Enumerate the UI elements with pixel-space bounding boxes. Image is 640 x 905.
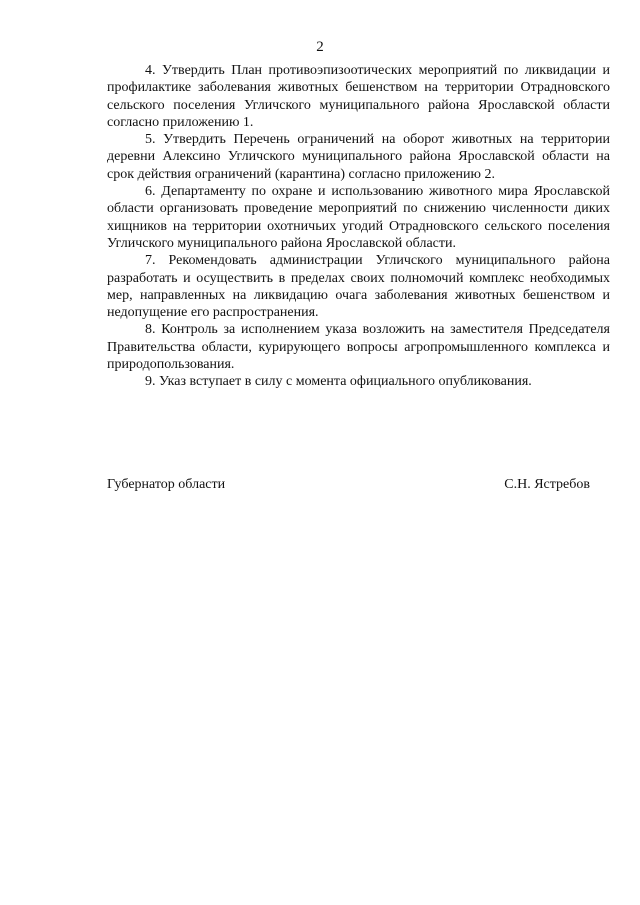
signatory-position: Губернатор области (107, 477, 226, 492)
paragraph-item-5: 5. Утвердить Перечень ограничений на оборот животных на территории деревни Алексино Угличского муниципального района Ярославской области на срок действия ограничений (карантина) согласно приложению 2. (107, 132, 610, 182)
signature-block (107, 476, 590, 494)
signatory-name: С.Н. Ястребов (504, 477, 590, 492)
paragraph-item-4: 4. Утвердить План противоэпизоотических мероприятий по ликвидации и профилактике заболевания животных бешенством на территории Отрадновского сельского поселения Угличского муниципального района Ярославской области согласно приложению 1. (107, 63, 610, 130)
paragraph-item-7: 7. Рекомендовать администрации Угличского муниципального района разработать и осуществить в пределах своих полномочий комплекс необходимых мер, направленных на ликвидацию очага заболевания животных бешенством и недопущение его распространения. (107, 253, 610, 321)
page-number: 2 (316, 39, 324, 55)
paragraph-item-9: 9. Указ вступает в силу с момента официального опубликования. (145, 374, 532, 390)
decree-body (107, 62, 610, 391)
paragraph-item-8: 8. Контроль за исполнением указа возложить на заместителя Председателя Правительства области, курирующего вопросы агропромышленного комплекса и природопользования. (107, 322, 610, 373)
paragraph-item-6: 6. Департаменту по охране и использованию животного мира Ярославской области организовать проведение мероприятий по снижению численности диких хищников на территории охотничьих угодий Отрадновского сельского поселения Угличского муниципального района Ярославской области. (107, 184, 610, 251)
